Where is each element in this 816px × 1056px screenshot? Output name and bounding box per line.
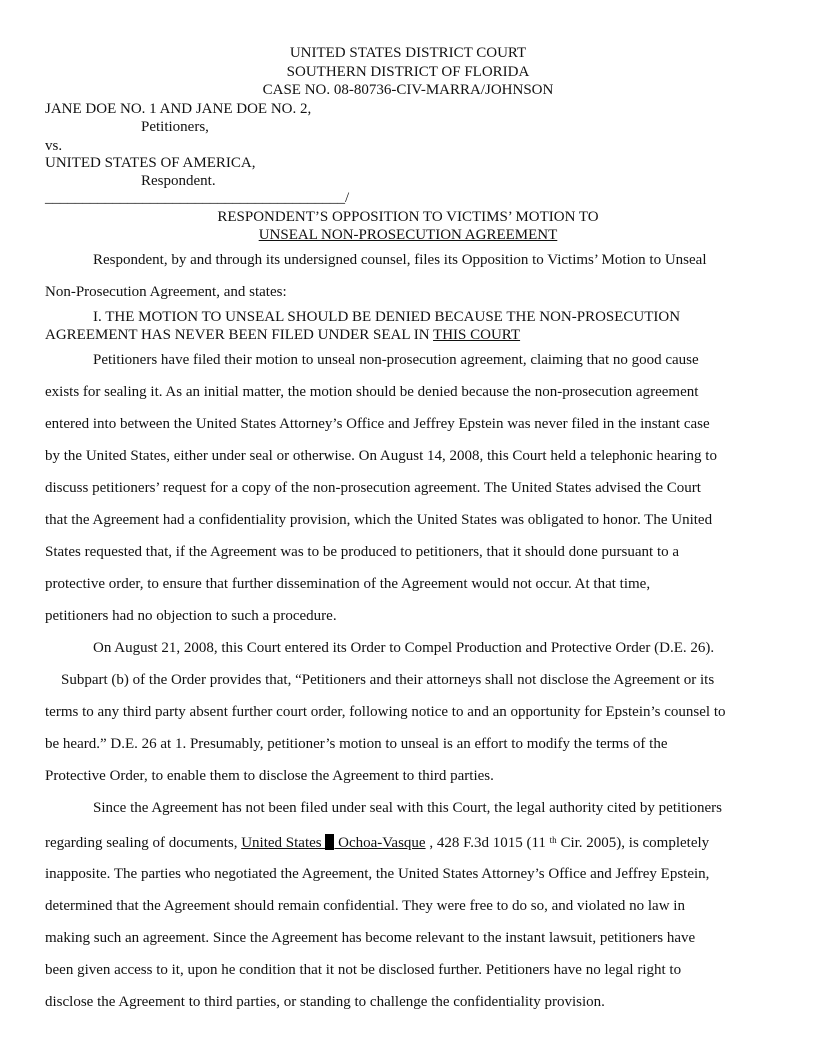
paragraph-line: Since the Agreement has not been filed under seal with this Court, the legal authority cited by petitioners bbox=[93, 800, 723, 816]
paragraph-line: inapposite. The parties who negotiated the Agreement, the United States Attorney’s Office and Jeffrey Epstein, bbox=[45, 866, 710, 882]
paragraph-line: by the United States, either under seal or otherwise. On August 14, 2008, this Court held a telephonic hearing to bbox=[45, 448, 717, 464]
document-title-line1: RESPONDENT’S OPPOSITION TO VICTIMS’ MOTION TO bbox=[217, 209, 599, 225]
case-number: CASE NO. 08-80736-CIV-MARRA/JOHNSON bbox=[262, 82, 554, 98]
citation-line bbox=[45, 831, 709, 852]
section-heading-line1: I. THE MOTION TO UNSEAL SHOULD BE DENIED BECAUSE THE NON-PROSECUTION bbox=[93, 309, 681, 325]
paragraph-line: making such an agreement. Since the Agreement has become relevant to the instant lawsuit, petitioners have bbox=[45, 930, 696, 946]
intro-line: Respondent, by and through its undersigned counsel, files its Opposition to Victims’ Motion to Unseal bbox=[93, 252, 707, 268]
paragraph-line: protective order, to ensure that further dissemination of the Agreement would not occur. At that time, bbox=[45, 576, 651, 592]
paragraph-line: terms to any third party absent further court order, following notice to and an opportunity for Epstein’s counsel to bbox=[45, 704, 726, 720]
paragraph-line: disclose the Agreement to third parties, or standing to challenge the confidentiality provision. bbox=[45, 994, 605, 1010]
paragraph-line: On August 21, 2008, this Court entered its Order to Compel Production and Protective Order (D.E. 26). bbox=[93, 640, 715, 656]
section-heading-text: AGREEMENT HAS NEVER BEEN FILED UNDER SEAL IN bbox=[45, 327, 434, 343]
case-citation bbox=[241, 835, 425, 851]
paragraph-line: discuss petitioners’ request for a copy of the non-prosecution agreement. The United States advised the Court bbox=[45, 480, 701, 496]
paragraph-line: petitioners had no objection to such a procedure. bbox=[45, 608, 337, 624]
respondent-name: UNITED STATES OF AMERICA, bbox=[45, 155, 256, 171]
court-name: UNITED STATES DISTRICT COURT bbox=[289, 45, 527, 61]
section-heading-line2 bbox=[45, 326, 520, 344]
respondent-role: Respondent. bbox=[141, 173, 216, 189]
petitioners-names: JANE DOE NO. 1 AND JANE DOE NO. 2, bbox=[45, 101, 312, 117]
paragraph-line: be heard.” D.E. 26 at 1. Presumably, petitioner’s motion to unseal is an effort to modify the terms of the bbox=[45, 736, 668, 752]
case-name-part: United States bbox=[241, 835, 326, 851]
document-title-line2 bbox=[0, 226, 816, 244]
petitioners-role: Petitioners, bbox=[141, 119, 209, 135]
redaction-mark bbox=[325, 834, 334, 850]
intro-line: Non-Prosecution Agreement, and states: bbox=[45, 284, 287, 300]
paragraph-line: entered into between the United States Attorney’s Office and Jeffrey Epstein was never filed in the instant case bbox=[45, 416, 710, 432]
paragraph-line: that the Agreement had a confidentiality provision, which the United States was obligated to honor. The United bbox=[45, 512, 713, 528]
paragraph-line: Petitioners have filed their motion to unseal non-prosecution agreement, claiming that no good cause bbox=[93, 352, 699, 368]
paragraph-line: Subpart (b) of the Order provides that, “Petitioners and their attorneys shall not disclose the Agreement or its bbox=[61, 672, 715, 688]
caption-rule-line: ________________________________________/ bbox=[45, 190, 350, 206]
reporter-cite: , 428 F.3d 1015 (11 bbox=[425, 835, 550, 851]
paragraph-line: been given access to it, upon he condition that it not be disclosed further. Petitioners have no legal right to bbox=[45, 962, 682, 978]
paragraph-line: Protective Order, to enable them to disclose the Agreement to third parties. bbox=[45, 768, 494, 784]
district-name: SOUTHERN DISTRICT OF FLORIDA bbox=[286, 64, 530, 80]
case-name-part: Ochoa-Vasque bbox=[334, 835, 426, 851]
citation-tail-text: Cir. 2005), is completely bbox=[556, 835, 710, 851]
paragraph-line: determined that the Agreement should remain confidential. They were free to do so, and violated no law in bbox=[45, 898, 685, 914]
paragraph-line: States requested that, if the Agreement was to be produced to petitioners, that it should done pursuant to a bbox=[45, 544, 680, 560]
section-heading-underlined: THIS COURT bbox=[433, 327, 521, 343]
document-title-underlined: UNSEAL NON-PROSECUTION AGREEMENT bbox=[258, 227, 558, 243]
paragraph-line: exists for sealing it. As an initial matter, the motion should be denied because the non-prosecution agreement bbox=[45, 384, 699, 400]
citation-lead-text: regarding sealing of documents, bbox=[45, 835, 242, 851]
ordinal-suffix: th bbox=[549, 835, 557, 845]
versus: vs. bbox=[45, 138, 63, 154]
